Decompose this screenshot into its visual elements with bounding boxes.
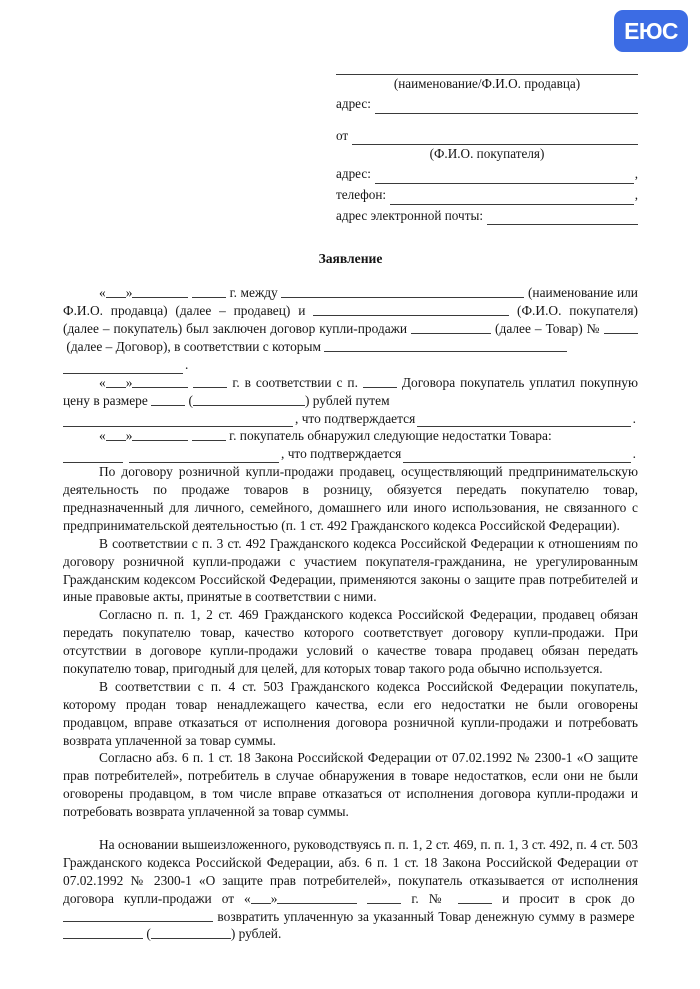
p9-text-1: На основании вышеизложенного, руководствуясь п. п. 1, 2 ст. 469, п. п. 1, 3 ст. 492, п. 4 ст. 503 Гражданского кодекса Российской Федерации, абз. 6 п. 1 ст. 18 Закона Российской Федерации от 07.02.1992 № 2300-1 «О защите прав потребителей», покупатель отказывается от исполнения договора купли-продажи от « (63, 837, 638, 906)
buyer-phone-label: телефон: (336, 186, 387, 202)
paragraph-spacer (63, 821, 638, 836)
p1-seller-field[interactable] (281, 286, 524, 298)
buyer-address-field[interactable] (375, 170, 634, 184)
paragraph-payment (63, 374, 638, 410)
p9-month-field[interactable] (277, 891, 357, 903)
p2-confirmation-field[interactable] (417, 414, 630, 427)
buyer-address-comma: , (634, 166, 638, 182)
p1-day-field[interactable] (106, 286, 126, 298)
seller-address-label: адрес: (336, 95, 371, 111)
p3-text-2: , что подтверждается (281, 446, 402, 462)
p9-text-4: возвратить уплаченную за указанный Товар денежную сумму в размере (217, 908, 635, 924)
p2-payment-method-row (63, 410, 638, 428)
paragraph-gk-469: Согласно п. п. 1, 2 ст. 469 Гражданского кодекса Российской Федерации, продавец обязан передать покупателю товар, качество которого соответствует договору купли-продажи. При отсутствии в договоре купли-продажи условий о качестве товара продавец обязан передать покупателю товар, пригодный для целей, для которых товар такого рода обычно используется. (63, 607, 638, 676)
p1-quote-open: « (99, 285, 106, 301)
seller-caption: (наименование/Ф.И.О. продавца) (393, 76, 581, 91)
document-page (63, 0, 638, 943)
p1-terms-continuation-row (63, 356, 638, 374)
p3-day-field[interactable] (106, 429, 126, 441)
p2-amount-words-field[interactable] (193, 393, 305, 405)
p3-text-1: г. покупатель обнаружил следующие недостатки Товара: (229, 428, 552, 444)
p2-text-4: , что подтверждается (295, 410, 416, 426)
p1-month-field[interactable] (132, 286, 188, 298)
p1-terms-field-2[interactable] (63, 361, 183, 374)
p9-contract-number-field[interactable] (458, 891, 492, 903)
p3-year-field[interactable] (192, 429, 226, 441)
p9-sum-digits-field[interactable] (63, 927, 143, 939)
p2-quote-open: « (99, 374, 106, 390)
p9-text-2: г. № (411, 890, 449, 906)
buyer-phone-comma: , (634, 186, 638, 202)
paragraph-contract-intro (63, 284, 638, 356)
buyer-address-row (336, 165, 638, 184)
p2-text-2: Договора покупатель уплатил покупную цену в размере (63, 374, 638, 408)
p1-contract-number-field[interactable] (604, 322, 638, 334)
paragraph-gk-503: В соответствии с п. 4 ст. 503 Гражданского кодекса Российской Федерации покупатель, которому продан товар ненадлежащего качества, если его недостатки не были оговорены продавцом, вправе отказаться от исполнения договора розничной купли-продажи и потребовать возврата уплаченной за товар суммы. (63, 678, 638, 748)
buyer-email-label: адрес электронной почты: (336, 207, 483, 223)
buyer-address-label: адрес: (336, 166, 371, 182)
p1-goods-field[interactable] (411, 322, 491, 334)
p2-payment-method-field[interactable] (63, 414, 293, 427)
buyer-name-field[interactable] (352, 131, 638, 145)
p1-text-2: (наименование или Ф.И.О. продавца) (далее – продавец) и (63, 285, 638, 319)
p3-defects-detail-row (63, 445, 638, 463)
p2-quote-close: » (125, 374, 133, 390)
buyer-caption: (Ф.И.О. покупателя) (429, 146, 545, 162)
p2-clause-field[interactable] (363, 375, 397, 387)
header-gap (336, 114, 638, 125)
p1-terms-field[interactable] (324, 340, 567, 352)
p3-defects-field-b[interactable] (129, 450, 279, 463)
p1-quote-close: » (125, 285, 133, 301)
buyer-phone-field[interactable] (390, 191, 634, 205)
paragraph-defects (63, 427, 638, 445)
p1-period: . (185, 356, 189, 372)
p3-quote-close: » (125, 428, 133, 444)
p9-day-field[interactable] (251, 891, 271, 903)
addressee-block (336, 0, 638, 225)
p3-month-field[interactable] (132, 429, 188, 441)
buyer-phone-row (336, 186, 638, 205)
p3-period: . (632, 446, 636, 462)
p2-paren-open: ( (188, 392, 193, 408)
buyer-email-field[interactable] (487, 211, 638, 225)
p1-buyer-field[interactable] (313, 304, 509, 316)
paragraph-gk-492-3: В соответствии с п. 3 ст. 492 Гражданского кодекса Российской Федерации к отношениям по договору розничной купли-продажи с участием покупателя-гражданина, не урегулированным Гражданским кодексом Российской Федерации, применяются законы о защите прав потребителей и иные правовые акты, принятые в соответствии с ними. (63, 535, 638, 605)
p1-text-1: г. между (229, 285, 278, 301)
p1-year-field[interactable] (192, 286, 226, 298)
p3-quote-open: « (99, 428, 106, 444)
seller-address-field[interactable] (375, 100, 638, 114)
document-title: Заявление (318, 251, 383, 267)
seller-address-row (336, 95, 638, 114)
p9-deadline-field[interactable] (63, 909, 213, 921)
p9-text-5: ) рублей. (230, 926, 282, 942)
buyer-email-row (336, 207, 638, 226)
p9-quote-close: » (270, 890, 278, 906)
buyer-from-row (336, 127, 638, 146)
paragraph-gk-492-1: По договору розничной купли-продажи продавец, осуществляющий предпринимательскую деятельность по продаже товаров в розницу, обязуется передать покупателю товар, предназначенный для личного, семейного, домашнего или иного использования, не связанного с предпринимательской деятельностью (п. 1 ст. 492 Гражданского кодекса Российской Федерации). (63, 464, 638, 533)
logo-text: ЕЮС (624, 17, 678, 44)
document-body (63, 284, 638, 943)
p1-text-3: (Ф.И.О. покупателя) (далее – покупатель) был заключен договор купли-продажи (63, 303, 638, 337)
p9-sum-words-field[interactable] (151, 927, 231, 939)
p2-text-3: ) рублей путем (304, 392, 390, 408)
p2-text-1: г. в соответствии с п. (232, 374, 358, 390)
p9-year-field[interactable] (367, 891, 401, 903)
p1-text-4: (далее – Товар) № (495, 321, 601, 337)
p2-day-field[interactable] (106, 375, 126, 387)
p3-defects-field-a[interactable] (63, 450, 123, 463)
p2-month-field[interactable] (132, 375, 188, 387)
p9-text-3: и просит в срок до (502, 890, 635, 906)
p2-period: . (632, 410, 636, 426)
p2-amount-digits-field[interactable] (151, 393, 185, 405)
p2-year-field[interactable] (193, 375, 227, 387)
p3-confirmation-field[interactable] (403, 450, 630, 463)
p1-text-5: (далее – Договор), в соответствии с которым (66, 338, 321, 354)
paragraph-zpp-18: Согласно абз. 6 п. 1 ст. 18 Закона Российской Федерации от 07.02.1992 № 2300-1 «О защите прав потребителей», потребитель в случае обнаружения в товаре недостатков, если они не были оговорены продавцом, в том числе вправе отказаться от исполнения договора купли-продажи и потребовать возврата уплаченной за товар суммы. (63, 750, 638, 820)
from-label: от (336, 127, 349, 143)
p9-paren-open: ( (146, 926, 151, 942)
paragraph-demand (63, 836, 638, 943)
